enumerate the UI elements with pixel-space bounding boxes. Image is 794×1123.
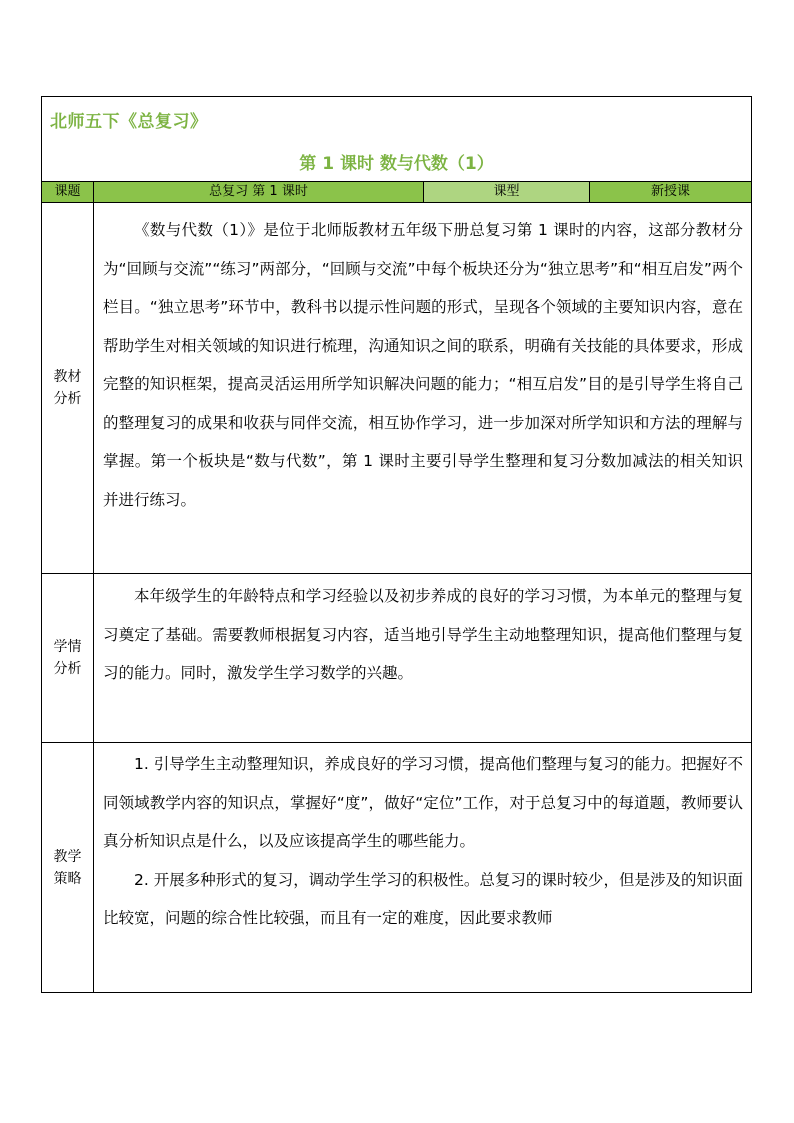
section-body: [94, 203, 751, 573]
paragraph: 2. 开展多种形式的复习，调动学生学习的积极性。总复习的课时较少，但是涉及的知识面比较宽，问题的综合性比较强，而且有一定的难度，因此要求教师: [103, 870, 743, 927]
lesson-plan-table: [41, 96, 752, 993]
topic-value: 总复习 第 1 课时: [94, 182, 424, 202]
section-label-line: 学情: [53, 639, 82, 655]
lesson-type-value: 新授课: [590, 182, 751, 202]
lesson-title: 第 1 课时 数与代数（1）: [299, 154, 494, 174]
section-label-line: 教学: [53, 848, 82, 865]
section-label: [42, 203, 94, 573]
section-label-line: 策略: [53, 870, 82, 887]
topic-label: 课题: [42, 182, 94, 202]
lesson-type-label: 课型: [424, 182, 590, 202]
section-textbook-analysis: [42, 203, 751, 574]
section-label-line: 分析: [53, 661, 82, 677]
paragraph: 本年级学生的年龄特点和学习经验以及初步养成的良好的学习习惯，为本单元的整理与复习奠定了基础。需要教师根据复习内容，适当地引导学生主动地整理知识，提高他们整理与复习的能力。同时，激发学生学习数学的兴趣。: [103, 587, 743, 682]
section-label: [42, 574, 94, 742]
section-label-line: 分析: [53, 391, 82, 407]
paragraph: 1. 引导学生主动整理知识，养成良好的学习习惯，提高他们整理与复习的能力。把握好不同领域教学内容的知识点，掌握好“度”，做好“定位”工作，对于总复习中的每道题，教师要认真分析知识点是什么，以及应该提高学生的哪些能力。: [103, 755, 743, 850]
title-block: [42, 97, 751, 182]
section-label: [42, 743, 94, 992]
paragraph: 《数与代数（1）》是位于北师版教材五年级下册总复习第 1 课时的内容，这部分教材分为“回顾与交流”“练习”两部分，“回顾与交流”中每个板块还分为“独立思考”和“相互启发”两个栏目。“独立思考”环节中，教科书以提示性问题的形式，呈现各个领域的主要知识内容，意在帮助学生对相关领域的知识进行梳理，沟通知识之间的联系，明确有关技能的具体要求，形成完整的知识框架，提高灵活运用所学知识解决问题的能力；“相互启发”目的是引导学生将自己的整理复习的成果和收获与同伴交流，相互协作学习，进一步加深对所学知识和方法的理解与掌握。第一个板块是“数与代数”，第 1 课时主要引导学生整理和复习分数加减法的相关知识并进行练习。: [103, 221, 743, 509]
meta-row: [42, 182, 751, 203]
section-body: [94, 574, 751, 742]
series-title: 北师五下《总复习》: [50, 112, 208, 132]
section-teaching-strategy: [42, 743, 751, 992]
section-label-line: 教材: [53, 369, 82, 385]
section-body: [94, 743, 751, 992]
section-student-analysis: [42, 574, 751, 743]
